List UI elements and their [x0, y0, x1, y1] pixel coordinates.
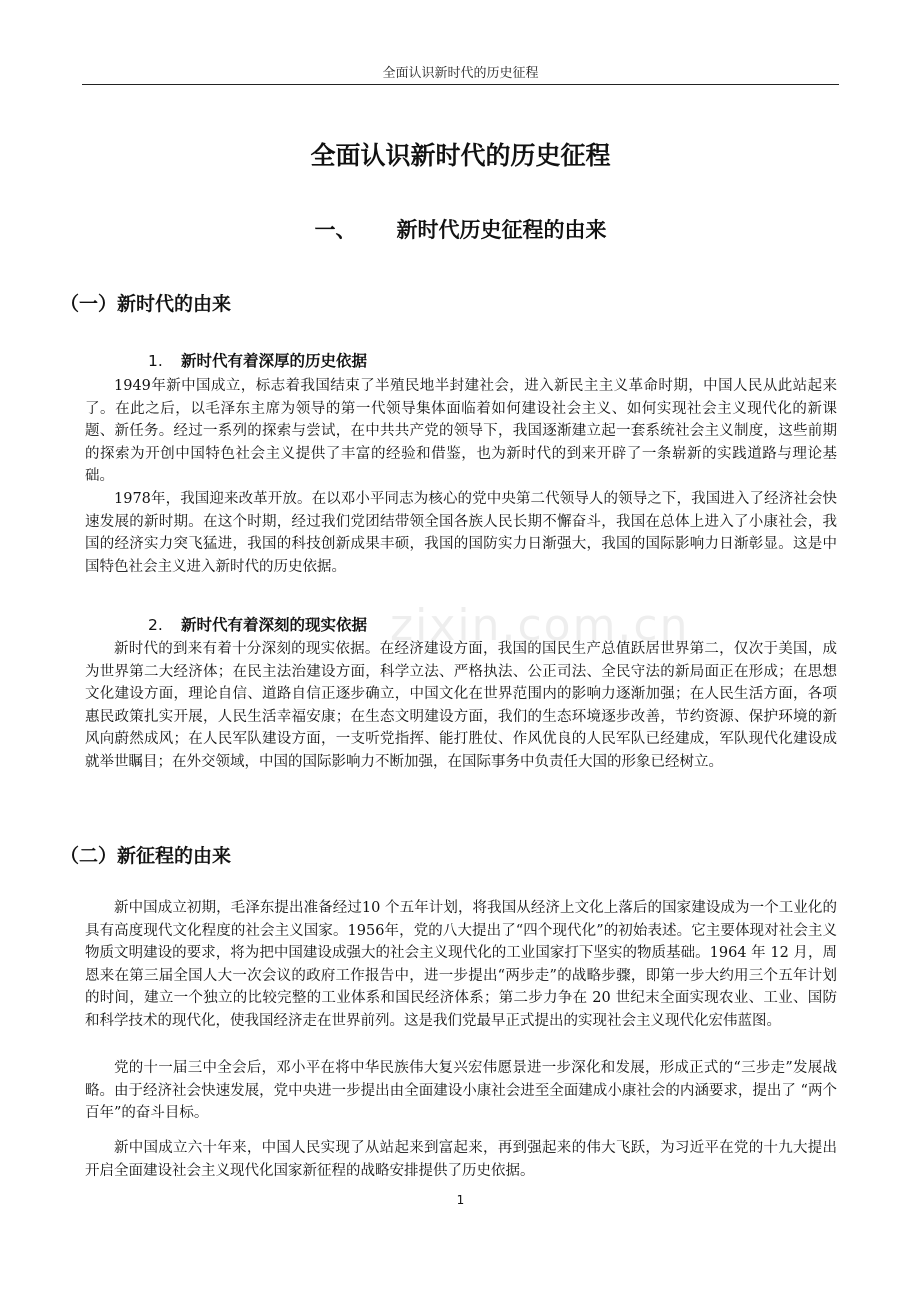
paragraph: 1978年，我国迎来改革开放。在以邓小平同志为核心的党中央第二代领导人的领导之下，我国进入了经济社会快速发展的新时期。在这个时期，经过我们党团结带领全国各族人民长期不懈奋斗，我国在总体上进入了小康社会，我国的经济实力突飞猛进，我国的科技创新成果丰硕，我国的国防实力日渐强大，我国的国际影响力日渐彰显。这是中国特色社会主义进入新时代的历史依据。	[85, 491, 837, 575]
point-heading-1	[148, 349, 367, 371]
document-title: 全面认识新时代的历史征程	[310, 141, 611, 170]
paragraph: 1949年新中国成立，标志着我国结束了半殖民地半封建社会，进入新民主主义革命时期，中国人民从此站起来了。在此之后，以毛泽东主席为领导的第一代领导集体面临着如何建设社会主义、如何实现社会主义现代化的新课题、新任务。经过一系列的探索与尝试，在中共共产党的领导下，我国逐渐建立起一套系统社会主义制度，这些前期的探索为开创中国特色社会主义提供了丰富的经验和借鉴，也为新时代的到来开辟了一条崭新的实践道路与理论基础。	[85, 378, 837, 484]
section-title: 新时代历史征程的由来	[396, 218, 607, 242]
paragraph: 新中国成立六十年来，中国人民实现了从站起来到富起来，再到强起来的伟大飞跃，为习近平在党的十九大提出开启全面建设社会主义现代化国家新征程的战略安排提供了历史依据。	[85, 1140, 837, 1179]
point-number: 1.	[148, 352, 163, 370]
paragraph: 党的十一届三中全会后，邓小平在将中华民族伟大复兴宏伟愿景进一步深化和发展，形成正式的“三步走”发展战略。由于经济社会快速发展，党中央进一步提出由全面建设小康社会进至全面建成小康社会的内涵要求，提出了 “两个百年”的奋斗目标。	[85, 1060, 837, 1121]
section-heading-1	[82, 214, 839, 244]
subsection-heading-2: （二）新征程的由来	[60, 845, 232, 867]
page-header: 全面认识新时代的历史征程	[382, 66, 539, 81]
point-title: 新时代有着深刻的现实依据	[181, 616, 368, 634]
section-number: 一、	[314, 218, 357, 242]
page-number: 1	[456, 1193, 465, 1207]
watermark: zixin.com.cn	[390, 600, 690, 651]
point-heading-2	[148, 613, 367, 635]
paragraph: 新中国成立初期，毛泽东提出准备经过10 个五年计划，将我国从经济上文化上落后的国家建设成为一个工业化的具有高度现代文化程度的社会主义国家。1956年，党的八大提出了“四个现代化”的初始表述。它主要体现对社会主义物质文明建设的要求，将为把中国建设成强大的社会主义现代化的工业国家打下坚实的物质基础。1964 年 12 月，周恩来在第三届全国人大一次会议的政府工作报告中，进一步提出“两步走”的战略步骤，即第一步大约用三个五年计划的时间，建立一个独立的比较完整的工业体系和国民经济体系；第二步力争在 20 世纪末全面实现农业、工业、国防和科学技术的现代化，使我国经济走在世界前列。这是我们党最早正式提出的实现社会主义现代化宏伟蓝图。	[85, 900, 837, 1029]
paragraph: 新时代的到来有着十分深刻的现实依据。在经济建设方面，我国的国民生产总值跃居世界第二，仅次于美国，成为世界第二大经济体；在民主法治建设方面，科学立法、严格执法、公正司法、全民守法的新局面正在形成；在思想文化建设方面，理论自信、道路自信正逐步确立，中国文化在世界范围内的影响力逐渐加强；在人民生活方面，各项惠民政策扎实开展，人民生活幸福安康；在生态文明建设方面，我们的生态环境逐步改善，节约资源、保护环境的新风向蔚然成风；在人民军队建设方面，一支听党指挥、能打胜仗、作风优良的人民军队已经建成，军队现代化建设成就举世瞩目；在外交领域，中国的国际影响力不断加强，在国际事务中负责任大国的形象已经树立。	[85, 641, 837, 770]
header-divider	[82, 84, 839, 85]
point-title: 新时代有着深厚的历史依据	[181, 352, 368, 370]
point-number: 2.	[148, 616, 163, 634]
subsection-heading-1: （一）新时代的由来	[60, 293, 232, 315]
